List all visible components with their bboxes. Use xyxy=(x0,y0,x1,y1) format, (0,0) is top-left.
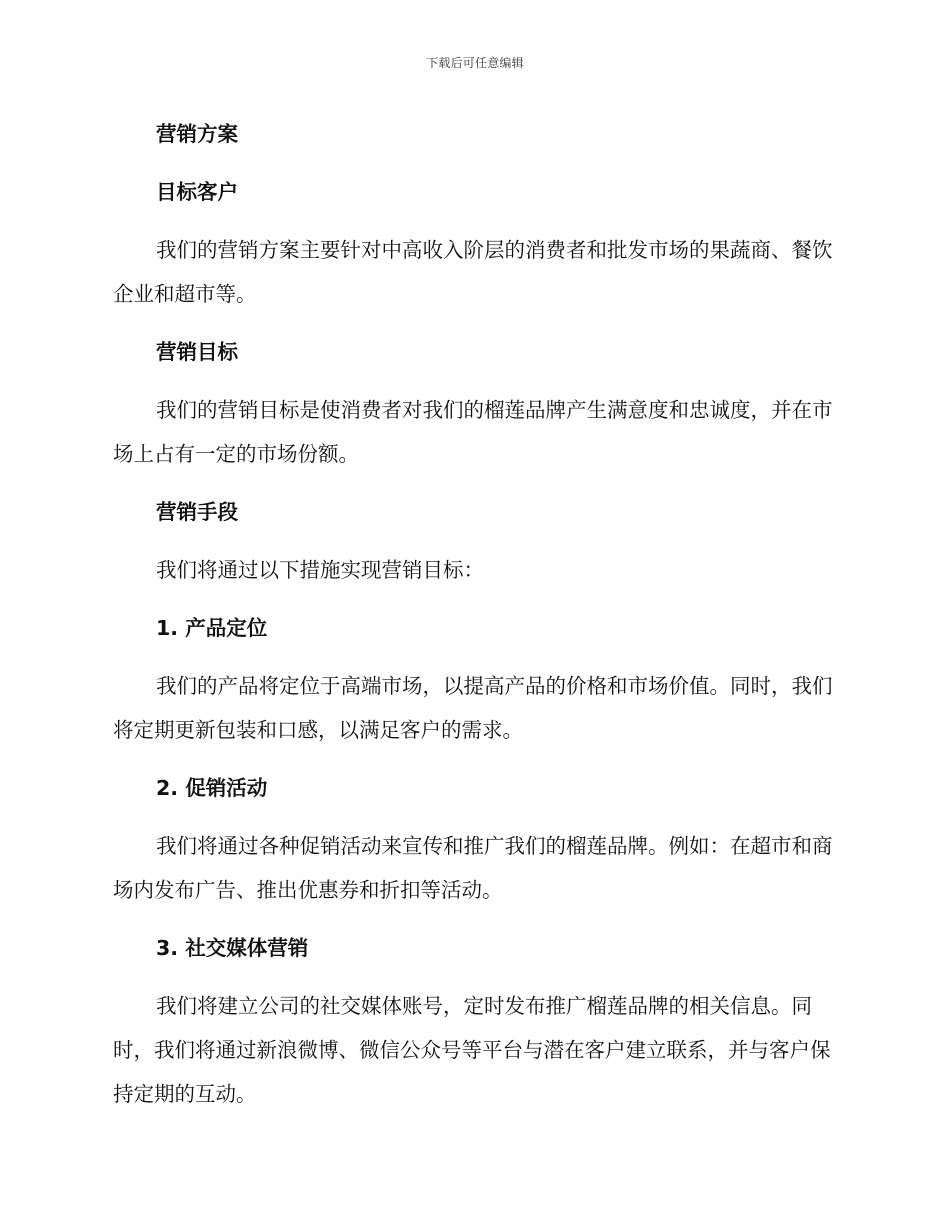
page-header: 下载后可任意编辑 xyxy=(426,56,524,70)
paragraph-promotions: 我们将通过各种促销活动来宣传和推广我们的榴莲品牌。例如：在超市和商场内发布广告、推出优惠券和折扣等活动。 xyxy=(113,834,833,902)
paragraph-marketing-methods: 我们将通过以下措施实现营销目标： xyxy=(156,558,484,582)
paragraph-product-positioning: 我们的产品将定位于高端市场，以提高产品的价格和市场价值。同时，我们将定期更新包装和口感，以满足客户的需求。 xyxy=(113,674,833,742)
paragraph-social-media: 我们将建立公司的社交媒体账号，定时发布推广榴莲品牌的相关信息。同时，我们将通过新浪微博、微信公众号等平台与潜在客户建立联系，并与客户保持定期的互动。 xyxy=(113,994,831,1106)
subheading-product-positioning: 1. 产品定位 xyxy=(156,616,268,640)
paragraph-target-customers: 我们的营销方案主要针对中高收入阶层的消费者和批发市场的果蔬商、餐饮企业和超市等。 xyxy=(113,238,833,306)
subheading-social-media: 3. 社交媒体营销 xyxy=(156,936,309,960)
section-heading-marketing-methods: 营销手段 xyxy=(156,500,238,524)
section-heading-marketing-goals: 营销目标 xyxy=(156,340,238,364)
section-heading-target-customers: 目标客户 xyxy=(156,180,238,204)
subheading-promotions: 2. 促销活动 xyxy=(156,776,268,800)
section-heading-marketing-plan: 营销方案 xyxy=(156,122,238,146)
document-body xyxy=(113,112,833,1116)
paragraph-marketing-goals: 我们的营销目标是使消费者对我们的榴莲品牌产生满意度和忠诚度，并在市场上占有一定的市场份额。 xyxy=(113,398,833,466)
